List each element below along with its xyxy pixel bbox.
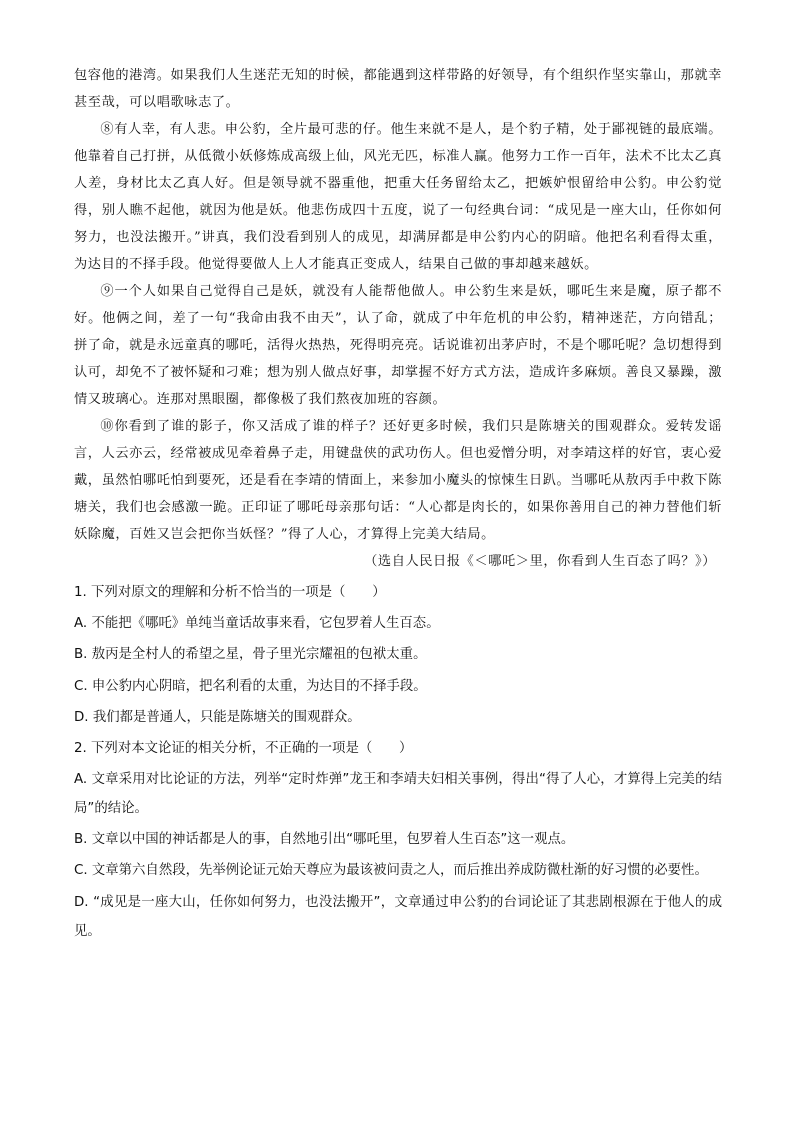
- passage-paragraph-10: ⑩你看到了谁的影子，你又活成了谁的样子？还好更多时候，我们只是陈塘关的围观群众。爱转发谣言，人云亦云，经常被成见牵着鼻子走，用键盘侠的武功伤人。但也爱憎分明，对李靖这样的好官，衷心爱戴，虽然怕哪吒怕到要死，还是看在李靖的情面上，来参加小魔头的惊悚生日趴。当哪吒从敖丙手中救下陈塘关，我们也会感激一跪。正印证了哪吒母亲那句话：“人心都是肉长的，如果你善用自己的神力替他们斩妖除魔，百姓又岂会把你当妖怪？”得了人心，才算得上完美大结局。: [74, 419, 723, 542]
- passage-paragraph-8: ⑧有人幸，有人悲。申公豹，全片最可悲的仔。他生来就不是人，是个豹子精，处于鄙视链的最底端。他靠着自己打拼，从低微小妖修炼成高级上仙，风光无匹，标准人赢。他努力工作一百年，法术不比太乙真人差，身材比太乙真人好。但是领导就不器重他，把重大任务留给太乙，把嫉妒恨留给申公豹。申公豹觉得，别人瞧不起他，就因为他是妖。他悲伤成四十五度，说了一句经典台词：“成见是一座大山，任你如何努力，也没法搬开。”讲真，我们没看到别人的成见，却满屏都是申公豹内心的阴暗。他把名利看得太重，为达目的不择手段。他觉得要做人上人才能真正变成人，结果自己做的事却越来越妖。: [74, 122, 723, 272]
- question-1: [74, 577, 722, 733]
- question-2-option-c: C. 文章第六自然段，先举例论证元始天尊应为最该被问责之人，而后推出养成防微杜渐的好习惯的必要性。: [74, 863, 708, 879]
- passage-paragraph-continued: 包容他的港湾。如果我们人生迷茫无知的时候，都能遇到这样带路的好领导，有个组织作坚实靠山，那就幸甚至哉，可以唱歌咏志了。: [74, 68, 723, 110]
- passage-source: （选自人民日报《＜哪吒＞里，你看到人生百态了吗？》）: [364, 554, 716, 569]
- passage-paragraph-9: ⑨一个人如果自己觉得自己是妖，就没有人能帮他做人。申公豹生来是妖，哪吒生来是魔，原子都不好。他俩之间，差了一句“我命由我不由天”，认了命，就成了中年危机的申公豹，精神迷茫，方向错乱；拼了命，就是永远童真的哪吒，活得火热热，死得明亮亮。话说谁初出茅庐时，不是个哪吒呢？急切想得到认可，却免不了被怀疑和刁难；想为别人做点好事，却掌握不好方式方法，造成许多麻烦。善良又暴躁，激情又玻璃心。连那对黑眼圈，都像极了我们熬夜加班的容颜。: [74, 284, 723, 407]
- question-1-option-c: C. 申公豹内心阴暗，把名利看的太重，为达目的不择手段。: [74, 678, 427, 694]
- question-2-option-d: D. “成见是一座大山，任你如何努力，也没法搬开”，文章通过申公豹的台词论证了其悲剧根源在于他人的成见。: [74, 894, 722, 939]
- question-2-stem: 2. 下列对本文论证的相关分析，不正确的一项是（ ）: [74, 741, 413, 757]
- question-1-option-a: A. 不能把《哪吒》单纯当童话故事来看，它包罗着人生百态。: [74, 616, 440, 632]
- question-2-option-a: A. 文章采用对比论证的方法，列举“定时炸弹”龙王和李靖夫妇相关事例，得出“得了人心，才算得上完美的结局”的结论。: [74, 772, 722, 817]
- question-2: [74, 733, 722, 947]
- reading-passage: [74, 62, 722, 575]
- document-page: [74, 62, 722, 947]
- question-2-option-b: B. 文章以中国的神话都是人的事，自然地引出“哪吒里，包罗着人生百态”这一观点。: [74, 832, 575, 848]
- question-1-option-d: D. 我们都是普通人，只能是陈塘关的围观群众。: [74, 709, 361, 725]
- question-1-stem: 1. 下列对原文的理解和分析不恰当的一项是（ ）: [74, 585, 386, 600]
- questions-section: [74, 577, 722, 947]
- question-1-option-b: B. 敖丙是全村人的希望之星，骨子里光宗耀祖的包袱太重。: [74, 647, 427, 663]
